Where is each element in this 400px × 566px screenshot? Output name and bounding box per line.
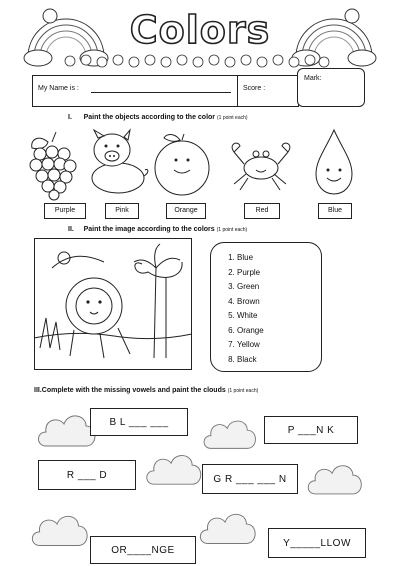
lion-coloring-picture[interactable] xyxy=(34,238,192,370)
score-field[interactable] xyxy=(237,75,299,107)
label-red: Red xyxy=(244,203,280,219)
mark-label: Mark: xyxy=(304,75,322,82)
word-box-orange[interactable]: OR____NGE xyxy=(90,536,196,564)
color-key-item: 6. Orange xyxy=(237,324,321,339)
word-box-green[interactable]: G R ___ ___ N xyxy=(202,464,298,494)
score-label: Score : xyxy=(243,85,266,92)
section3-heading: III.Complete with the missing vowels and paint the clouds (1 point each) xyxy=(34,387,259,394)
pig-icon xyxy=(88,128,150,196)
cloud-icon[interactable] xyxy=(304,456,366,498)
flower-border-icon xyxy=(62,50,332,72)
color-key-item: 4. Brown xyxy=(237,295,321,310)
color-key-item: 8. Black xyxy=(237,353,321,368)
word-box-yellow[interactable]: Y_____LLOW xyxy=(268,528,366,558)
word-box-pink[interactable]: P ___N K xyxy=(264,416,358,444)
label-orange: Orange xyxy=(166,203,206,219)
color-key-item: 2. Purple xyxy=(237,266,321,281)
mark-field[interactable] xyxy=(297,68,365,107)
section2-heading: II. Paint the image according to the colors (1 point each) xyxy=(68,226,248,233)
color-key-list xyxy=(211,251,321,367)
color-key-item: 5. White xyxy=(237,309,321,324)
grapes-icon xyxy=(22,130,84,200)
color-key-item: 3. Green xyxy=(237,280,321,295)
label-blue: Blue xyxy=(318,203,352,219)
word-box-red[interactable]: R ___ D xyxy=(38,460,136,490)
name-label: My Name is : xyxy=(38,85,79,92)
cloud-icon[interactable] xyxy=(196,504,260,548)
label-pink: Pink xyxy=(105,203,139,219)
crab-icon xyxy=(226,134,296,192)
cloud-icon[interactable] xyxy=(28,506,92,550)
color-key-item: 1. Blue xyxy=(237,251,321,266)
word-box-blue[interactable]: B L ___ ___ xyxy=(90,408,188,436)
water-drop-icon xyxy=(312,128,356,196)
color-key-item: 7. Yellow xyxy=(237,338,321,353)
name-field[interactable] xyxy=(32,75,239,107)
cloud-icon[interactable] xyxy=(200,412,260,452)
color-key-box xyxy=(210,242,322,372)
page-title: Colors xyxy=(129,8,271,52)
orange-icon xyxy=(152,130,212,196)
cloud-icon[interactable] xyxy=(142,446,206,488)
name-line xyxy=(91,92,231,93)
label-purple: Purple xyxy=(44,203,86,219)
section1-heading: I. Paint the objects according to the color (1 point each) xyxy=(68,114,248,121)
